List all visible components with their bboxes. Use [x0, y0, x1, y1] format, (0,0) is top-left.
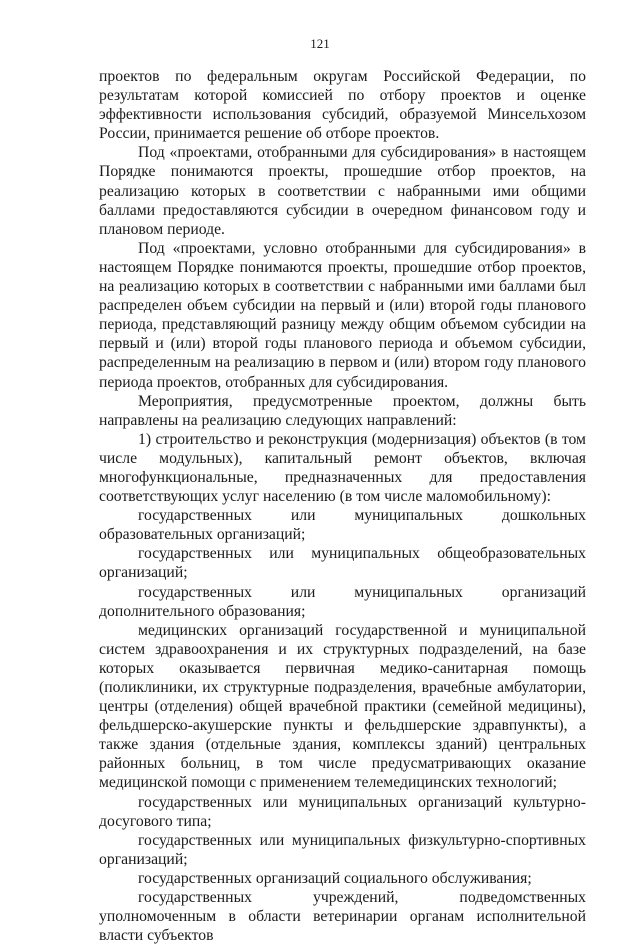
list-item-preschool: государственных или муниципальных дошкольных образовательных организаций;: [99, 507, 586, 544]
list-item-construction: 1) строительство и реконструкция (модернизация) объектов (в том числе модульных), капитальный ремонт объектов, включая многофункциональные, предназначенных для предоставления соответствующих услуг населению (в том числе маломобильному):: [99, 430, 586, 506]
paragraph-conditionally-selected-definition: Под «проектами, условно отобранными для субсидирования» в настоящем Порядке понимаются проекты, прошедшие отбор проектов, на реализацию которых в соответствии с набранными ими баллами был распределен объем субсидии на первый и (или) второй годы планового периода, представляющий разницу между общим объемом субсидии на первый и (или) второй годы планового периода и объемом субсидии, распределенным на реализацию в первом и (или) втором году планового периода проектов, отобранных для субсидирования.: [99, 239, 586, 391]
paragraph-continuation: проектов по федеральным округам Российской Федерации, по результатам которой комиссией по отбору проектов и оценке эффективности использования субсидий, образуемой Минсельхозом России, принимается решение об отборе проектов.: [99, 68, 586, 143]
list-item-medical: медицинских организаций государственной и муниципальной систем здравоохранения и их структурных подразделений, на базе которых оказывается первичная медико-санитарная помощь (поликлиники, их структурные подразделения, врачебные амбулатории, центры (отделения) общей врачебной практики (семейной медицины), фельдшерско-акушерские пункты и фельдшерские здравпункты), а также здания (отдельные здания, комплексы зданий) центральных районных больниц, в том числе предусматривающих оказание медицинской помощи с применением телемедицинских технологий;: [99, 621, 586, 792]
document-body: [99, 67, 586, 945]
list-item-veterinary: государственных учреждений, подведомственных уполномоченным в области ветеринарии органам исполнительной власти субъектов: [99, 889, 586, 945]
list-item-additional-education: государственных или муниципальных организаций дополнительного образования;: [99, 583, 586, 620]
page-number: 121: [310, 36, 330, 51]
list-item-sports: государственных или муниципальных физкультурно-спортивных организаций;: [99, 831, 586, 868]
list-item-cultural: государственных или муниципальных организаций культурно-досугового типа;: [99, 793, 586, 830]
list-item-general-education: государственных или муниципальных общеобразовательных организаций;: [99, 545, 586, 582]
paragraph-selected-projects-definition: Под «проектами, отобранными для субсидирования» в настоящем Порядке понимаются проекты, прошедшие отбор проектов, на реализацию которых в соответствии с набранными ими общими баллами предоставляются субсидии в очередном финансовом году и плановом периоде.: [99, 144, 586, 238]
paragraph-measures-intro: Мероприятия, предусмотренные проектом, должны быть направлены на реализацию следующих направлений:: [99, 392, 586, 429]
list-item-social: государственных организаций социального обслуживания;: [138, 869, 532, 887]
